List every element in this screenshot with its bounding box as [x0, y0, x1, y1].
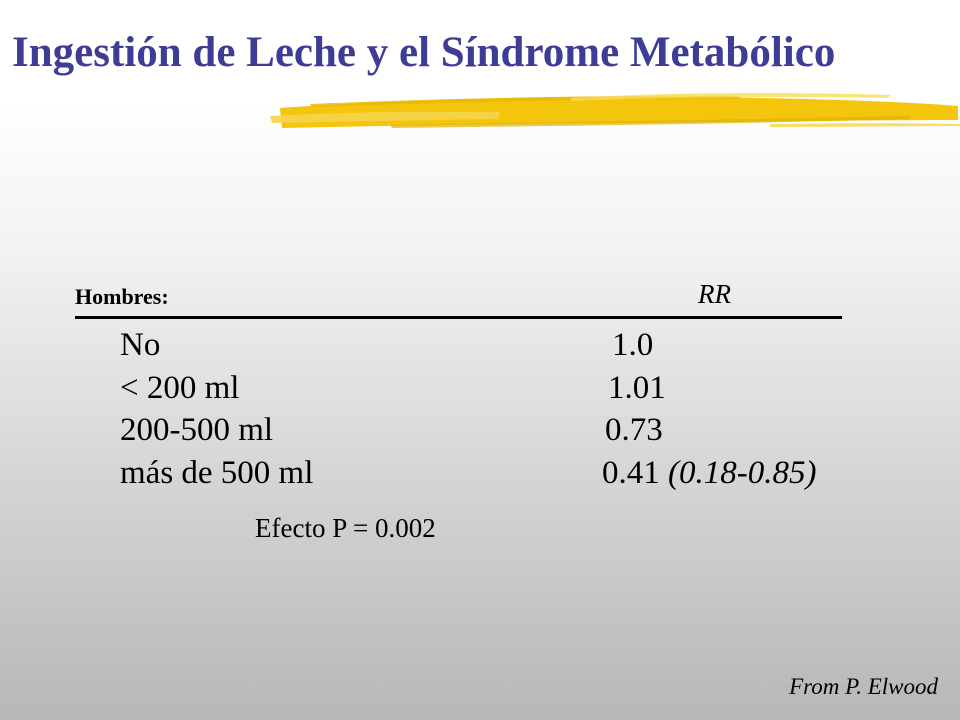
- yellow-brush-stroke-decoration: [270, 86, 960, 136]
- source-credit: From P. Elwood: [789, 674, 938, 699]
- table-row-rr: 1.01: [608, 370, 666, 406]
- table-row-category: 200-500 ml: [120, 412, 274, 448]
- table-row-category: No: [120, 327, 161, 363]
- rr-column-label: RR: [698, 279, 731, 309]
- table-row-rr-with-ci: [602, 455, 816, 492]
- confidence-interval: (0.18-0.85): [668, 455, 817, 491]
- table-row-rr: 0.41: [602, 455, 660, 491]
- slide-title: Ingestión de Leche y el Síndrome Metabólico: [12, 29, 836, 76]
- table-header: [75, 279, 842, 319]
- table-row-category: más de 500 ml: [120, 455, 314, 491]
- table-row-rr: 1.0: [612, 327, 654, 363]
- group-label: Hombres:: [75, 284, 169, 309]
- effect-p-value: Efecto P = 0.002: [255, 513, 436, 543]
- table-row-category: < 200 ml: [120, 370, 240, 406]
- table-row-rr: 0.73: [605, 412, 663, 448]
